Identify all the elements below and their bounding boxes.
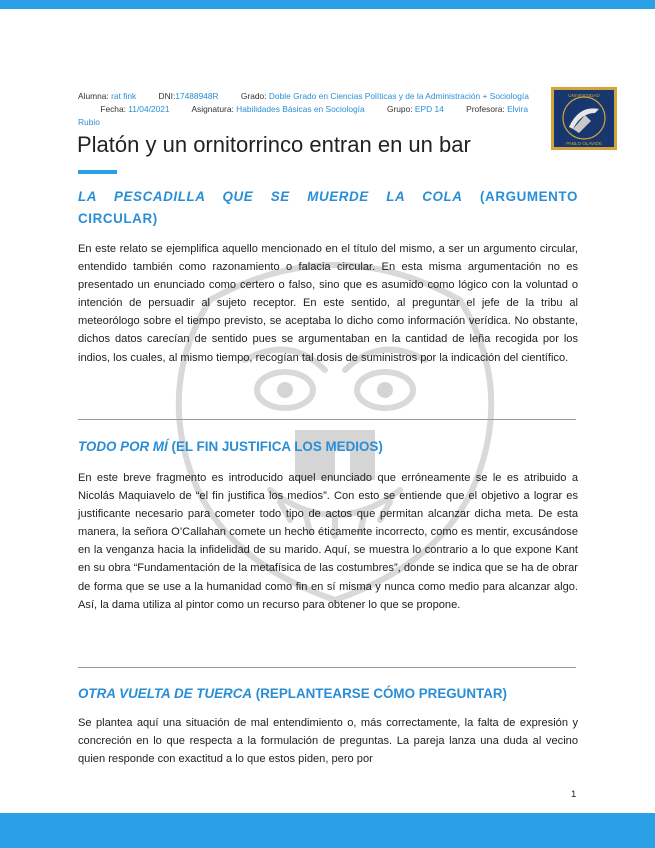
grupo-value: EPD 14: [414, 104, 444, 114]
section-heading-1-italic: LA PESCADILLA QUE SE MUERDE LA COLA: [78, 189, 463, 204]
section-divider-2: [78, 667, 576, 668]
section-body-2: En este breve fragmento es introducido aquel enunciado que erróneamente se le es atribuido a Nicolás Maquiavelo de “el fin justifica los medios”. Con esto se entiende que el objetivo a lograr es justificante necesario para cometer todo tipo de actos que permitan alcanzar dicha meta. De esta manera, la señora O’Callahan comete un hecho éticamente incorrecto, como es mentir, excusándose en la venganza hacia la infidelidad de su marido. Aquí, se muestra lo contrario a lo que expone Kant en su obra “Fundamentación de la metafísica de las costumbres”, donde se indica que se ha de obrar de forma que se use a la humanidad como fin en sí misma y nunca como medio para alcanzar algo. Así, la dama utiliza al pintor como un recurso para obtener lo que se propone.: [78, 472, 578, 611]
section-body-1: En este relato se ejemplifica aquello mencionado en el título del mismo, a ser un argumento circular, entendido también como razonamiento o falacia circular. En esta misma argumentación no es presentado un enunciado como certero o falso, sino que es asumido como lógico con la voluntad o intención de persuadir al sujeto receptor. En este sentido, al preguntar el jefe de la tribu al meteorólogo sobre el tiempo previsto, se aceptaba lo dicho como información verídica. No obstante, dichos datos carecían de sentido pues se argumentaban en la cantidad de leña recogida por los indios, los cuales, al mismo tiempo, recogían tal dosis de suministros por la indicación del científico.: [78, 243, 578, 364]
page-title: Platón y un ornitorrinco entran en un bar: [77, 132, 471, 157]
university-logo: [551, 87, 617, 150]
section-heading-1: [78, 186, 578, 230]
section-heading-3-italic: OTRA VUELTA DE TUERCA: [78, 686, 253, 701]
section-heading-2-italic: TODO POR MÍ: [78, 439, 168, 454]
dni-label: DNI:: [158, 91, 176, 101]
section-heading-3-rest: (REPLANTEARSE CÓMO PREGUNTAR): [252, 686, 507, 701]
section-heading-2-rest: (EL FIN JUSTIFICA LOS MEDIOS): [167, 439, 383, 454]
alumna-value: rat fink: [111, 91, 137, 101]
top-accent-bar: [0, 0, 655, 9]
grupo-label: Grupo:: [386, 104, 413, 114]
section-heading-3: [78, 683, 578, 705]
student-info: [78, 90, 548, 129]
grado-label: Grado:: [240, 91, 267, 101]
asignatura-value: Habilidades Básicas en Sociología: [236, 104, 365, 114]
section-divider-1: [78, 419, 576, 420]
dni-value: 17488948R: [175, 91, 219, 101]
section-body-3: Se plantea aquí una situación de mal entendimiento o, más correctamente, la falta de expresión y concreción en lo que respecta a la formulación de preguntas. La pareja lanza una duda al vecino quien responde con exactitud a lo que estos piden, pero por: [78, 717, 578, 766]
alumna-label: Alumna:: [78, 91, 109, 101]
fecha-value: 11/04/2021: [128, 104, 170, 114]
svg-text:PABLO OLAVIDE: PABLO OLAVIDE: [566, 141, 602, 146]
title-underline: [78, 170, 117, 174]
profesora-label: Profesora:: [466, 104, 505, 114]
section-heading-1-rest: (ARGUMENTO CIRCULAR): [78, 189, 578, 226]
section-heading-2: [78, 436, 578, 458]
profesora-value: Elvira Rubio: [78, 104, 529, 127]
fecha-label: Fecha:: [100, 104, 126, 114]
page-number: 1: [571, 789, 577, 800]
grado-value: Doble Grado en Ciencias Políticas y de la Administración + Sociología: [268, 91, 529, 101]
svg-text:UNIVERSIDAD: UNIVERSIDAD: [568, 93, 600, 98]
bottom-accent-bar: [0, 813, 655, 848]
asignatura-label: Asignatura:: [191, 104, 234, 114]
